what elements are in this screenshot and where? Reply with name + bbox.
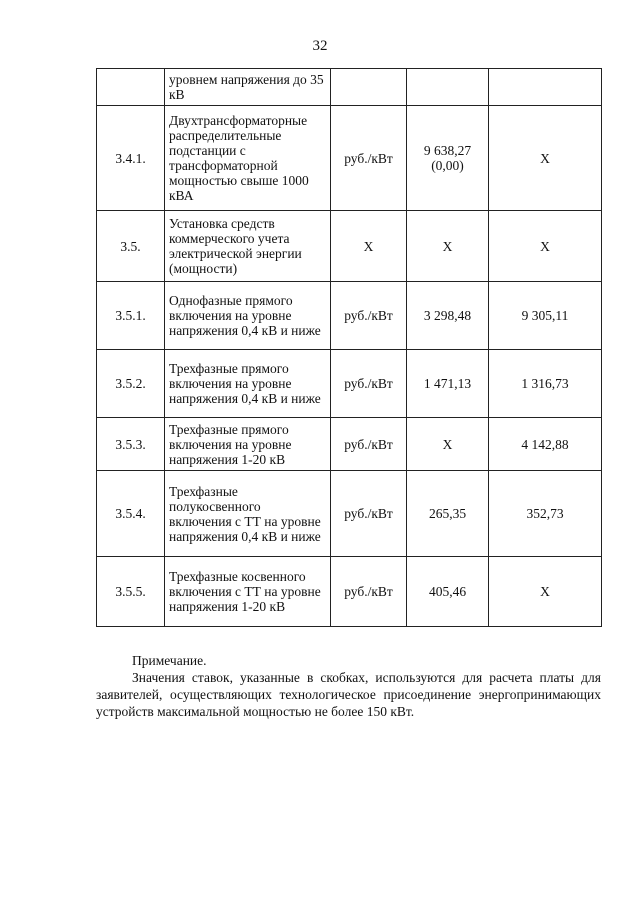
row-description: Трехфазные прямого включения на уровне напряжения 0,4 кВ и ниже [165,350,331,418]
table-row [97,418,602,471]
row-value-1-main: 9 638,27 [423,143,472,158]
row-number: 3.5.5. [97,557,165,627]
row-number: 3.5.4. [97,471,165,557]
row-value-1-reduced: (0,00) [431,158,464,173]
row-number [97,69,165,106]
row-number: 3.4.1. [97,106,165,211]
row-value-2: 9 305,11 [489,282,602,350]
row-description: Двухтрансформаторные распределительные подстанции с трансформаторной мощностью свыше 1000 кВА [165,106,331,211]
row-number: 3.5. [97,211,165,282]
row-description: Однофазные прямого включения на уровне напряжения 0,4 кВ и ниже [165,282,331,350]
table-row [97,471,602,557]
row-value-1: 1 471,13 [407,350,489,418]
row-value-1 [407,69,489,106]
table-row [97,69,602,106]
row-value-2 [489,69,602,106]
row-value-2: 4 142,88 [489,418,602,471]
row-value-2: Х [489,211,602,282]
row-unit: руб./кВт [331,350,407,418]
row-value-2: 1 316,73 [489,350,602,418]
row-value-1: 405,46 [407,557,489,627]
row-description: Установка средств коммерческого учета электрической энергии (мощности) [165,211,331,282]
row-unit: руб./кВт [331,282,407,350]
row-value-2: Х [489,557,602,627]
note-block [96,652,601,720]
row-unit: руб./кВт [331,418,407,471]
page-number: 32 [312,38,328,54]
row-number: 3.5.1. [97,282,165,350]
row-value-1: 3 298,48 [407,282,489,350]
table-row [97,106,602,211]
table-row [97,557,602,627]
row-value-1: 265,35 [407,471,489,557]
row-value-1: Х [407,418,489,471]
row-value-1: Х [407,211,489,282]
note-title: Примечание. [132,653,207,668]
row-description: уровнем напряжения до 35 кВ [165,69,331,106]
note-text: Значения ставок, указанные в скобках, используются для расчета платы для заявителей, осуществляющих технологическое присоединение энергопринимающих устройств максимальной мощностью не более 150 кВт. [96,670,601,719]
row-number: 3.5.3. [97,418,165,471]
row-unit: Х [331,211,407,282]
table-row [97,350,602,418]
tariff-table [96,68,602,627]
row-description: Трехфазные полукосвенного включения с ТТ на уровне напряжения 0,4 кВ и ниже [165,471,331,557]
row-unit: руб./кВт [331,557,407,627]
row-description: Трехфазные прямого включения на уровне напряжения 1-20 кВ [165,418,331,471]
row-unit: руб./кВт [331,471,407,557]
row-unit: руб./кВт [331,106,407,211]
row-value-2: 352,73 [489,471,602,557]
table-row [97,211,602,282]
row-description: Трехфазные косвенного включения с ТТ на уровне напряжения 1-20 кВ [165,557,331,627]
row-value-2: Х [489,106,602,211]
row-number: 3.5.2. [97,350,165,418]
table-row [97,282,602,350]
row-value-1 [407,106,489,211]
row-unit [331,69,407,106]
